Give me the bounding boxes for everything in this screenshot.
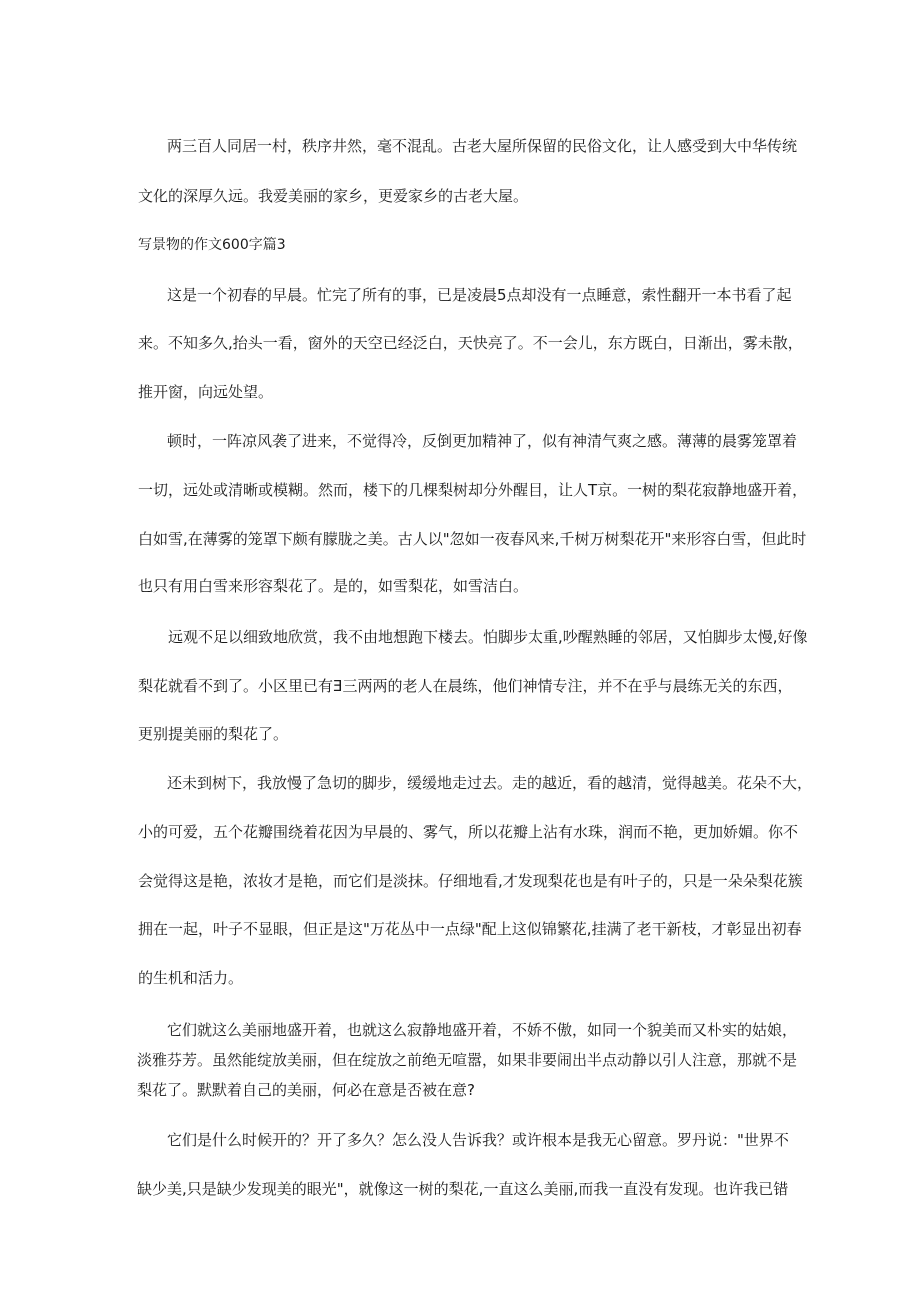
text-line: 两三百人同居一村，秩序井然，毫不混乱。古老大屋所保留的民俗文化，让人感受到大中华传统 — [167, 137, 798, 155]
text-line: 文化的深厚久远。我爱美丽的家乡，更爱家乡的古老大屋。 — [138, 187, 529, 205]
text-line: 它们就这么美丽地盛开着，也就这么寂静地盛开着，不娇不傲，如同一个貌美而又朴实的姑娘， — [167, 1021, 798, 1039]
text-line: 一切，远处或清晰或模糊。然而，楼下的几棵梨树却分外醒目，让人T京。一树的梨花寂静地盛开着， — [138, 481, 808, 499]
text-line: 来。不知多久,抬头一看，窗外的天空已经泛白，天快亮了。不一会儿，东方既白，日渐出，雾未散， — [138, 334, 803, 352]
text-line: 缺少美,只是缺少发现美的眼光"，就像这一树的梨花,一直这么美丽,而我一直没有发现。也许我已错 — [137, 1180, 789, 1198]
text-line: 白如雪,在薄雾的笼罩下颇有朦胧之美。古人以"忽如一夜春风来,千树万树梨花开"来形容白雪，但此时 — [138, 530, 807, 548]
text-line: 它们是什么时候开的？开了多久？怎么没人告诉我？或许根本是我无心留意。罗丹说："世界不 — [167, 1131, 789, 1149]
text-line: 拥在一起，叶子不显眼，但正是这"万花丛中一点绿"配上这似锦繁花,挂满了老干新枝，才彰显出初春 — [138, 920, 802, 938]
text-line: 这是一个初春的早晨。忙完了所有的事，已是凌晨5点却没有一点睡意，索性翻开一本书看了起 — [167, 286, 792, 304]
text-line: 小的可爱，五个花瓣围绕着花因为早晨的、雾气，所以花瓣上沾有水珠，润而不艳，更加娇媚。你不 — [138, 823, 799, 841]
section-heading: 写景物的作文600字篇3 — [138, 237, 286, 253]
text-line: 梨花了。默默着自己的美丽，何必在意是否被在意? — [137, 1081, 475, 1099]
text-line: 顿时，一阵凉风袭了进来，不觉得冷，反倒更加精神了，似有神清气爽之感。薄薄的晨雾笼罩着 — [167, 432, 798, 450]
text-line: 也只有用白雪来形容梨花了。是的，如雪梨花，如雪洁白。 — [138, 577, 529, 595]
text-line: 更别提美丽的梨花了。 — [138, 725, 289, 743]
text-line: 的生机和活力。 — [138, 969, 244, 987]
text-line: 远观不足以细致地欣赏，我不由地想跑下楼去。怕脚步太重,吵醒熟睡的邻居，又怕脚步太慢,好像 — [168, 628, 808, 646]
text-line: 淡雅芬芳。虽然能绽放美丽，但在绽放之前绝无喧嚣，如果非要闹出半点动静以引人注意，那就不是 — [137, 1051, 798, 1069]
text-line: 会觉得这是艳，浓妆才是艳，而它们是淡抹。仔细地看,才发现梨花也是有叶子的，只是一朵朵梨花簇 — [138, 872, 803, 890]
text-line: 推开窗，向远处望。 — [138, 383, 274, 401]
text-line: 梨花就看不到了。小区里已有Ǝ三两两的老人在晨练，他们神情专注，并不在乎与晨练无关的东西， — [138, 677, 793, 695]
text-line: 还未到树下，我放慢了急切的脚步，缓缓地走过去。走的越近，看的越清，觉得越美。花朵不大， — [167, 774, 813, 792]
